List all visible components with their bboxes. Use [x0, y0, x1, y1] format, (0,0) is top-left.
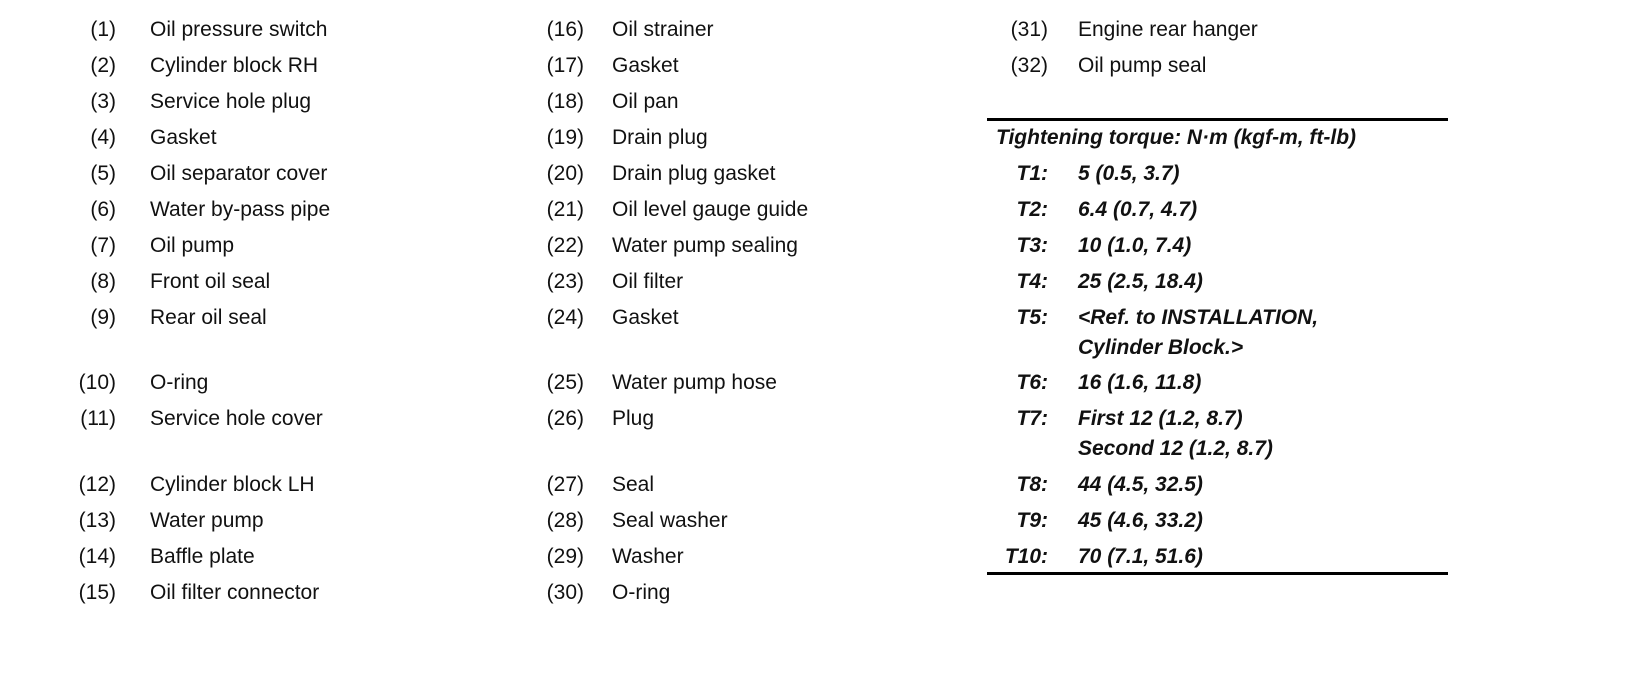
part-name: Water pump [150, 509, 264, 532]
part-number: (27) [546, 473, 584, 496]
part-number: (22) [546, 234, 584, 257]
torque-id: T5: [1016, 306, 1048, 329]
torque-value [1078, 503, 1458, 539]
part-name: Gasket [150, 126, 217, 149]
part-number: (1) [90, 18, 116, 41]
torque-value-line: 10 (1.0, 7.4) [1078, 234, 1192, 257]
part-number: (7) [90, 234, 116, 257]
torque-value-line: <Ref. to INSTALLATION, [1078, 306, 1319, 329]
part-number: (8) [90, 270, 116, 293]
torque-id: T6: [1016, 371, 1048, 394]
torque-value [1078, 300, 1458, 365]
part-number: (19) [546, 126, 584, 149]
part-number: (15) [78, 581, 116, 604]
part-number: (4) [90, 126, 116, 149]
torque-value-line: Cylinder Block.> [1078, 336, 1244, 359]
part-number: (3) [90, 90, 116, 113]
torque-id: T1: [1016, 162, 1048, 185]
part-number: (12) [78, 473, 116, 496]
part-name: Gasket [612, 54, 679, 77]
part-name: Water pump sealing [612, 234, 798, 257]
part-number: (17) [546, 54, 584, 77]
part-number: (14) [78, 545, 116, 568]
torque-value-line: 6.4 (0.7, 4.7) [1078, 198, 1198, 221]
part-name: Oil pump seal [1078, 54, 1207, 77]
part-name: Gasket [612, 306, 679, 329]
part-name: Plug [612, 407, 655, 430]
part-name: Water pump hose [612, 371, 777, 394]
part-number: (32) [1010, 54, 1048, 77]
part-number: (23) [546, 270, 584, 293]
part-name: Oil level gauge guide [612, 198, 809, 221]
part-name: Oil filter [612, 270, 684, 293]
part-name: Drain plug gasket [612, 162, 776, 185]
part-name: Oil separator cover [150, 162, 328, 185]
part-name: Cylinder block RH [150, 54, 319, 77]
part-name: Oil pressure switch [150, 18, 328, 41]
torque-value [1078, 467, 1458, 503]
part-number: (30) [546, 581, 584, 604]
part-name: Baffle plate [150, 545, 255, 568]
part-name: O-ring [612, 581, 671, 604]
torque-table-top-rule [987, 118, 1448, 121]
part-name: Engine rear hanger [1078, 18, 1258, 41]
torque-value-line: 5 (0.5, 3.7) [1078, 162, 1180, 185]
part-name: O-ring [150, 371, 209, 394]
part-name: Seal [612, 473, 655, 496]
part-number: (24) [546, 306, 584, 329]
torque-value [1078, 156, 1458, 192]
torque-value [1078, 192, 1458, 228]
torque-value-line: 25 (2.5, 18.4) [1078, 270, 1203, 293]
torque-id: T4: [1016, 270, 1048, 293]
part-name: Water by-pass pipe [150, 198, 331, 221]
part-name: Oil pan [612, 90, 679, 113]
part-number: (20) [546, 162, 584, 185]
part-number: (9) [90, 306, 116, 329]
torque-value-line: Second 12 (1.2, 8.7) [1078, 437, 1273, 460]
part-number: (6) [90, 198, 116, 221]
torque-id: T3: [1016, 234, 1048, 257]
part-number: (2) [90, 54, 116, 77]
part-number: (21) [546, 198, 584, 221]
part-name: Rear oil seal [150, 306, 267, 329]
part-number: (16) [546, 18, 584, 41]
torque-table-bottom-rule [987, 572, 1448, 575]
part-number: (18) [546, 90, 584, 113]
torque-value [1078, 539, 1458, 575]
part-name: Oil filter connector [150, 581, 320, 604]
part-name: Front oil seal [150, 270, 271, 293]
part-number: (11) [80, 407, 116, 430]
torque-value [1078, 264, 1458, 300]
torque-heading: Tightening torque: N·m (kgf-m, ft-lb) [996, 126, 1357, 149]
torque-value-line: 44 (4.5, 32.5) [1078, 473, 1203, 496]
part-name: Drain plug [612, 126, 708, 149]
part-name: Oil strainer [612, 18, 714, 41]
torque-value-line: First 12 (1.2, 8.7) [1078, 407, 1243, 430]
part-name: Oil pump [150, 234, 235, 257]
part-name: Service hole plug [150, 90, 312, 113]
torque-id: T10: [1004, 545, 1048, 568]
part-name: Washer [612, 545, 684, 568]
torque-value [1078, 365, 1458, 401]
part-name: Service hole cover [150, 407, 323, 430]
parts-list-column-1 [70, 12, 470, 611]
torque-id: T2: [1016, 198, 1048, 221]
part-name: Cylinder block LH [150, 473, 315, 496]
torque-value [1078, 401, 1458, 467]
part-number: (25) [546, 371, 584, 394]
torque-value-line: 45 (4.6, 33.2) [1078, 509, 1203, 532]
part-number: (29) [546, 545, 584, 568]
torque-id: T9: [1016, 509, 1048, 532]
torque-id: T7: [1016, 407, 1048, 430]
part-number: (26) [546, 407, 584, 430]
part-number: (31) [1010, 18, 1048, 41]
torque-id: T8: [1016, 473, 1048, 496]
part-number: (5) [90, 162, 116, 185]
part-name: Seal washer [612, 509, 728, 532]
part-number: (13) [78, 509, 116, 532]
torque-value [1078, 228, 1458, 264]
part-number: (28) [546, 509, 584, 532]
torque-value-line: 16 (1.6, 11.8) [1078, 371, 1202, 394]
parts-and-torque-column [990, 12, 1458, 611]
part-number: (10) [78, 371, 116, 394]
torque-value-line: 70 (7.1, 51.6) [1078, 545, 1203, 568]
parts-list-column-2 [530, 12, 932, 611]
